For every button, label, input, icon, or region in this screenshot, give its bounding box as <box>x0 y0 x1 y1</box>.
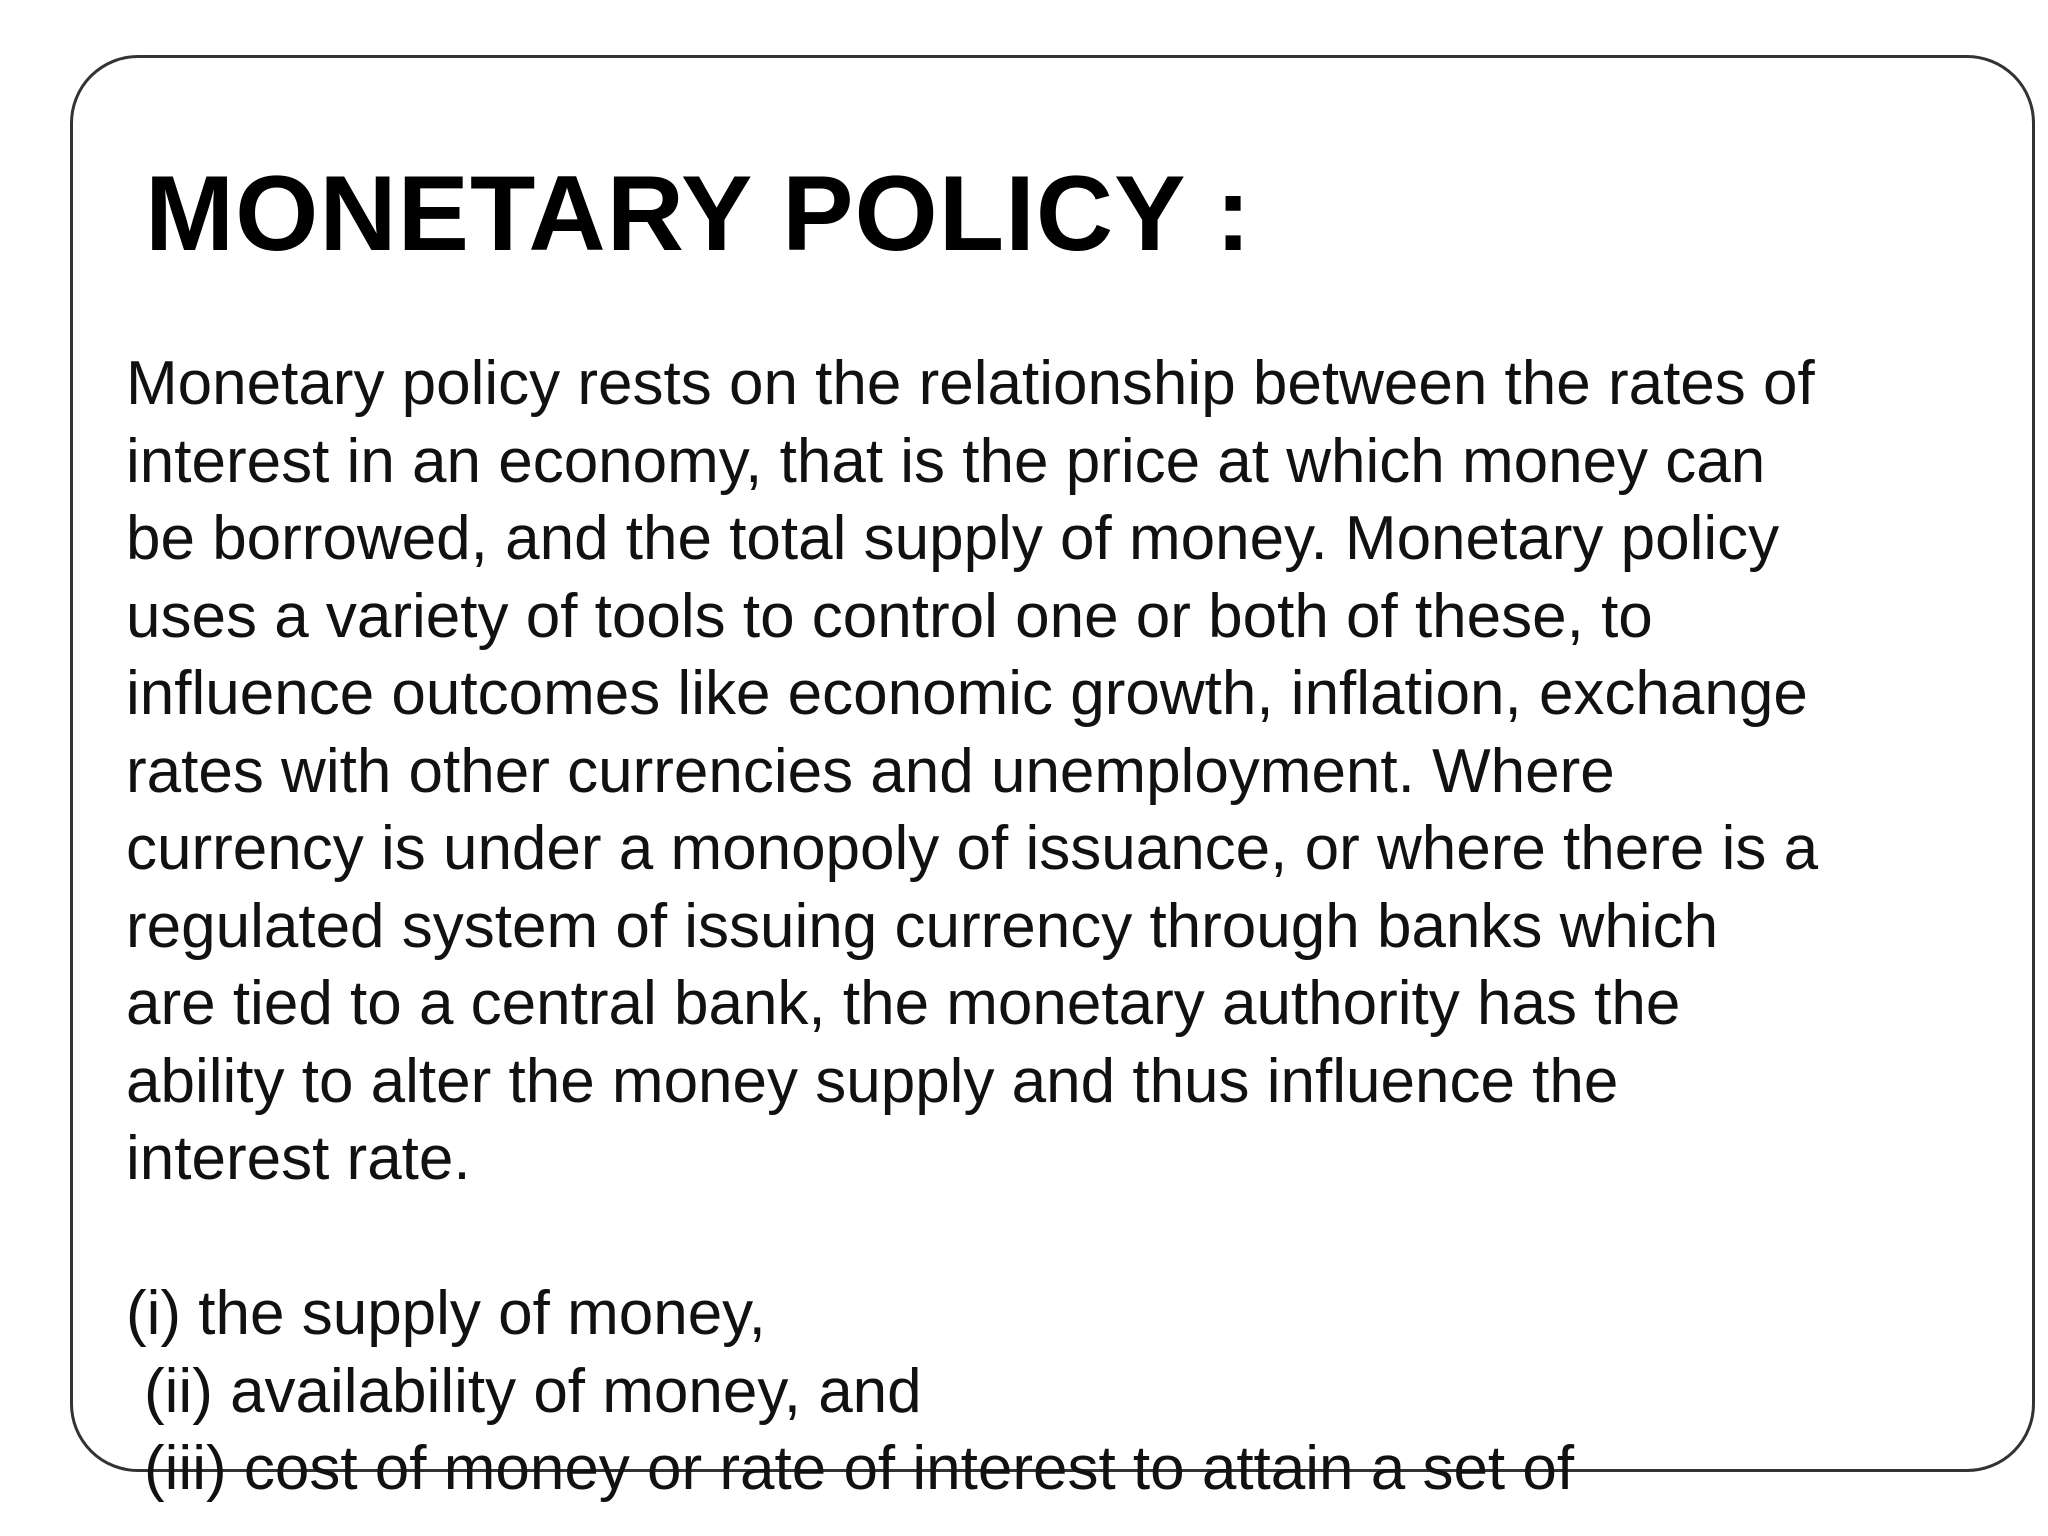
paragraph-line: regulated system of issuing currency through banks which <box>126 891 1719 961</box>
paragraph-line: interest in an economy, that is the price at which money can <box>126 426 1766 496</box>
paragraph-line: be borrowed, and the total supply of money. Monetary policy <box>126 504 1780 573</box>
paragraph-line: currency is under a monopoly of issuance, or where there is a <box>126 814 1819 883</box>
paragraph-gap <box>126 1198 2006 1276</box>
paragraph-line: interest rate. <box>126 1124 471 1193</box>
paragraph-line: uses a variety of tools to control one or both of these, to <box>126 581 1653 651</box>
slide-body <box>126 345 2006 1508</box>
paragraph-line: rates with other currencies and unemployment. Where <box>126 736 1615 806</box>
paragraph-line: Monetary policy rests on the relationship between the rates of <box>126 349 1815 418</box>
list-item: (i) the supply of money, <box>126 1279 766 1348</box>
list-item: (iii) cost of money or rate of interest to attain a set of <box>144 1434 1575 1503</box>
paragraph-line: are tied to a central bank, the monetary authority has the <box>126 969 1681 1038</box>
paragraph-line: influence outcomes like economic growth, inflation, exchange <box>126 659 1808 728</box>
slide-title: MONETARY POLICY : <box>145 153 1252 273</box>
list-item: (ii) availability of money, and <box>144 1356 922 1426</box>
paragraph-line: ability to alter the money supply and thus influence the <box>126 1046 1619 1116</box>
